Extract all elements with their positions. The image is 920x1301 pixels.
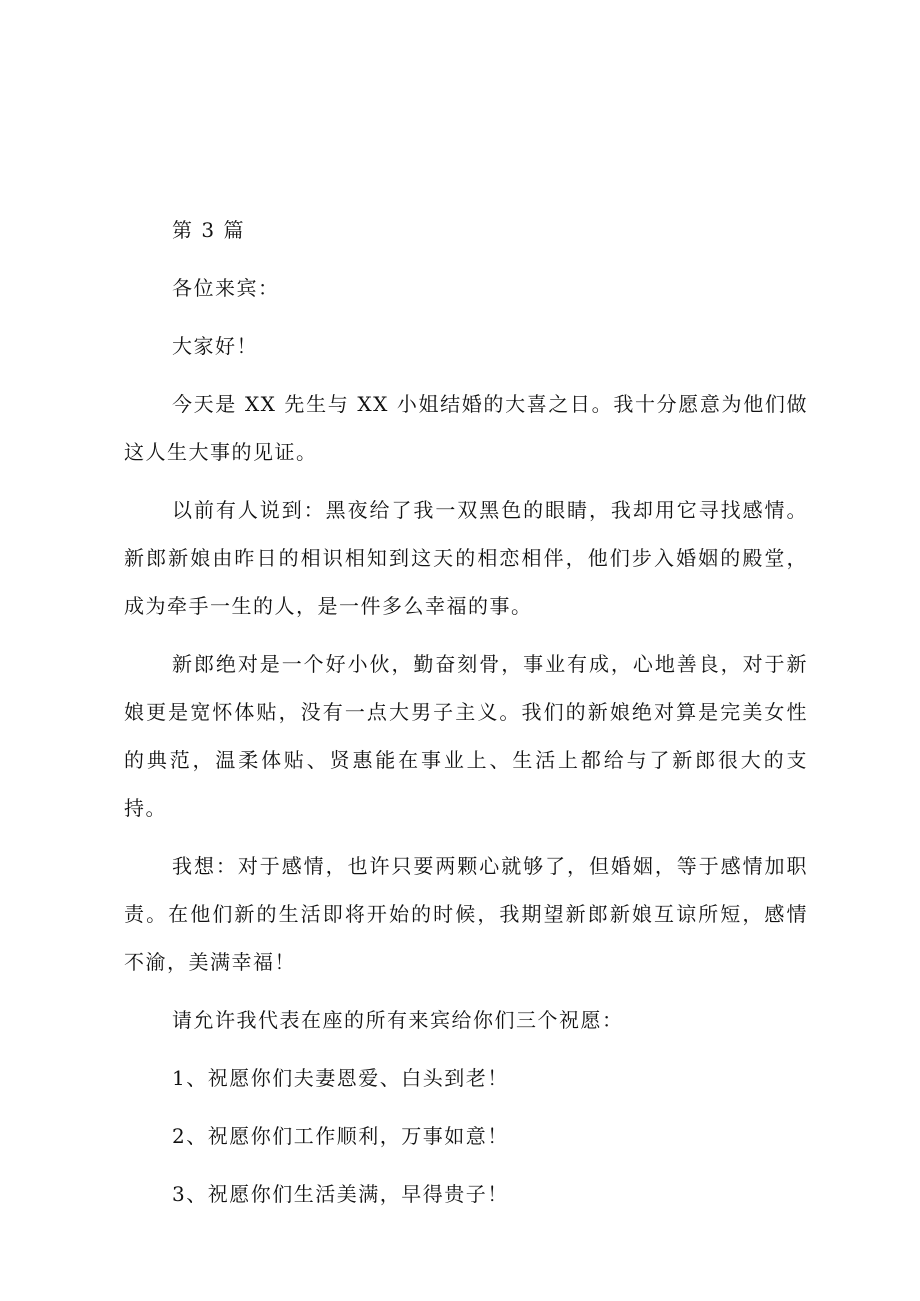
wish-item: 1、祝愿你们夫妻恩爱、白头到老！: [172, 1066, 509, 1090]
wish-item: 2、祝愿你们工作顺利，万事如意！: [172, 1124, 509, 1148]
document-page: [124, 206, 808, 1228]
paragraph-opening: 今天是 XX 先生与 XX 小姐结婚的大喜之日。我十分愿意为他们做这人生大事的见证。: [124, 392, 808, 464]
paragraph-marriage: 我想：对于感情，也许只要两颗心就够了，但婚姻，等于感情加职责。在他们新的生活即将开始的时候，我期望新郎新娘互谅所短，感情不渝，美满幸福！: [124, 854, 808, 974]
paragraph-wishes-intro: 请允许我代表在座的所有来宾给你们三个祝愿：: [172, 1008, 624, 1032]
section-heading: 第 3 篇: [172, 218, 245, 242]
salutation: 各位来宾：: [172, 276, 280, 300]
wish-item: 3、祝愿你们生活美满，早得贵子！: [172, 1182, 509, 1206]
paragraph-quote: 以前有人说到：黑夜给了我一双黑色的眼睛，我却用它寻找感情。新郎新娘由昨日的相识相知到这天的相恋相伴，他们步入婚姻的殿堂，成为牵手一生的人，是一件多么幸福的事。: [124, 498, 808, 618]
greeting: 大家好！: [172, 334, 258, 358]
paragraph-praise: 新郎绝对是一个好小伙，勤奋刻骨，事业有成，心地善良，对于新娘更是宽怀体贴，没有一点大男子主义。我们的新娘绝对算是完美女性的典范，温柔体贴、贤惠能在事业上、生活上都给与了新郎很大的支持。: [124, 652, 808, 820]
